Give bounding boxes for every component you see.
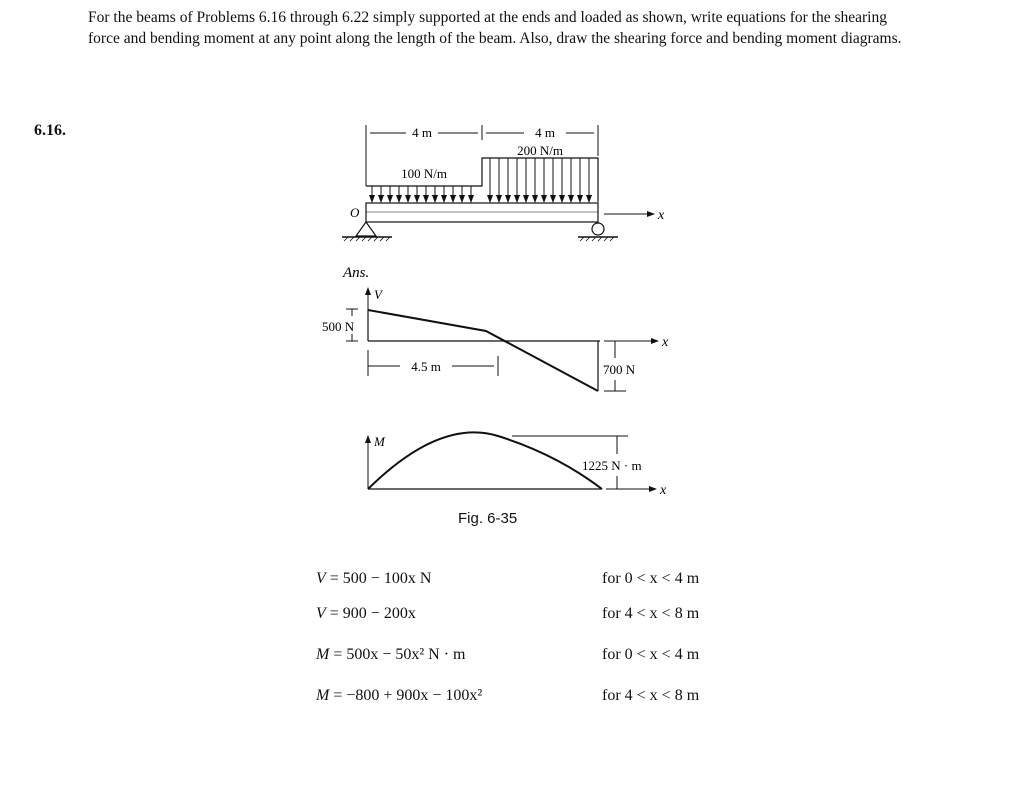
span-left-label: 4 m [412, 125, 432, 140]
shear-x-label: x [662, 335, 669, 350]
shear-diagram [368, 310, 600, 391]
equation-lhs: V [316, 605, 326, 622]
load-arrows-right [490, 158, 589, 202]
origin-label: O [350, 205, 360, 220]
equation-expression [316, 687, 482, 705]
answer-label: Ans. [343, 265, 370, 281]
beam [366, 203, 598, 222]
problem-statement: For the beams of Problems 6.16 through 6.22 simply supported at the ends and loaded as shown, write equations for the shearing force and bending moment at any point along the length of the beam. Also, draw the shearing force and bending moment diagrams. [88, 9, 902, 47]
shear-start-label: 500 N [322, 319, 355, 334]
beam-x-label: x [658, 208, 665, 223]
shear-v-label: V [374, 287, 382, 302]
span-right-label: 4 m [535, 125, 555, 140]
equation-expression [316, 605, 416, 623]
equation-lhs: V [316, 570, 326, 587]
shear-end-label: 700 N [603, 362, 636, 377]
equation-rhs: = 500x − 50x² N · m [329, 646, 466, 663]
roller-support [578, 223, 618, 241]
equation-rhs: = 500 − 100x N [325, 570, 432, 587]
moment-m-label: M [374, 434, 385, 449]
equation-range: for 0 < x < 4 m [602, 646, 700, 663]
moment-x-label: x [660, 483, 667, 498]
moment-diagram [368, 432, 602, 489]
load-right-label: 200 N/m [517, 143, 563, 158]
equation-lhs: M [316, 646, 330, 663]
equation-lhs: M [316, 687, 330, 704]
equation-range: for 0 < x < 4 m [602, 570, 700, 587]
equation-range: for 4 < x < 8 m [602, 687, 700, 704]
equation-rhs: = −800 + 900x − 100x² [329, 687, 483, 704]
equation-rhs: = 900 − 200x [325, 605, 416, 622]
equation-range: for 4 < x < 8 m [602, 605, 700, 622]
load-left-label: 100 N/m [401, 166, 447, 181]
figure-caption: Fig. 6-35 [458, 510, 518, 527]
problem-number: 6.16. [34, 122, 66, 139]
equation-expression [316, 570, 431, 588]
zero-crossing-label: 4.5 m [411, 359, 441, 374]
moment-max-label: 1225 N · m [582, 458, 642, 473]
equation-expression [316, 646, 466, 664]
pin-support [342, 222, 392, 241]
load-arrows-left [372, 186, 471, 202]
